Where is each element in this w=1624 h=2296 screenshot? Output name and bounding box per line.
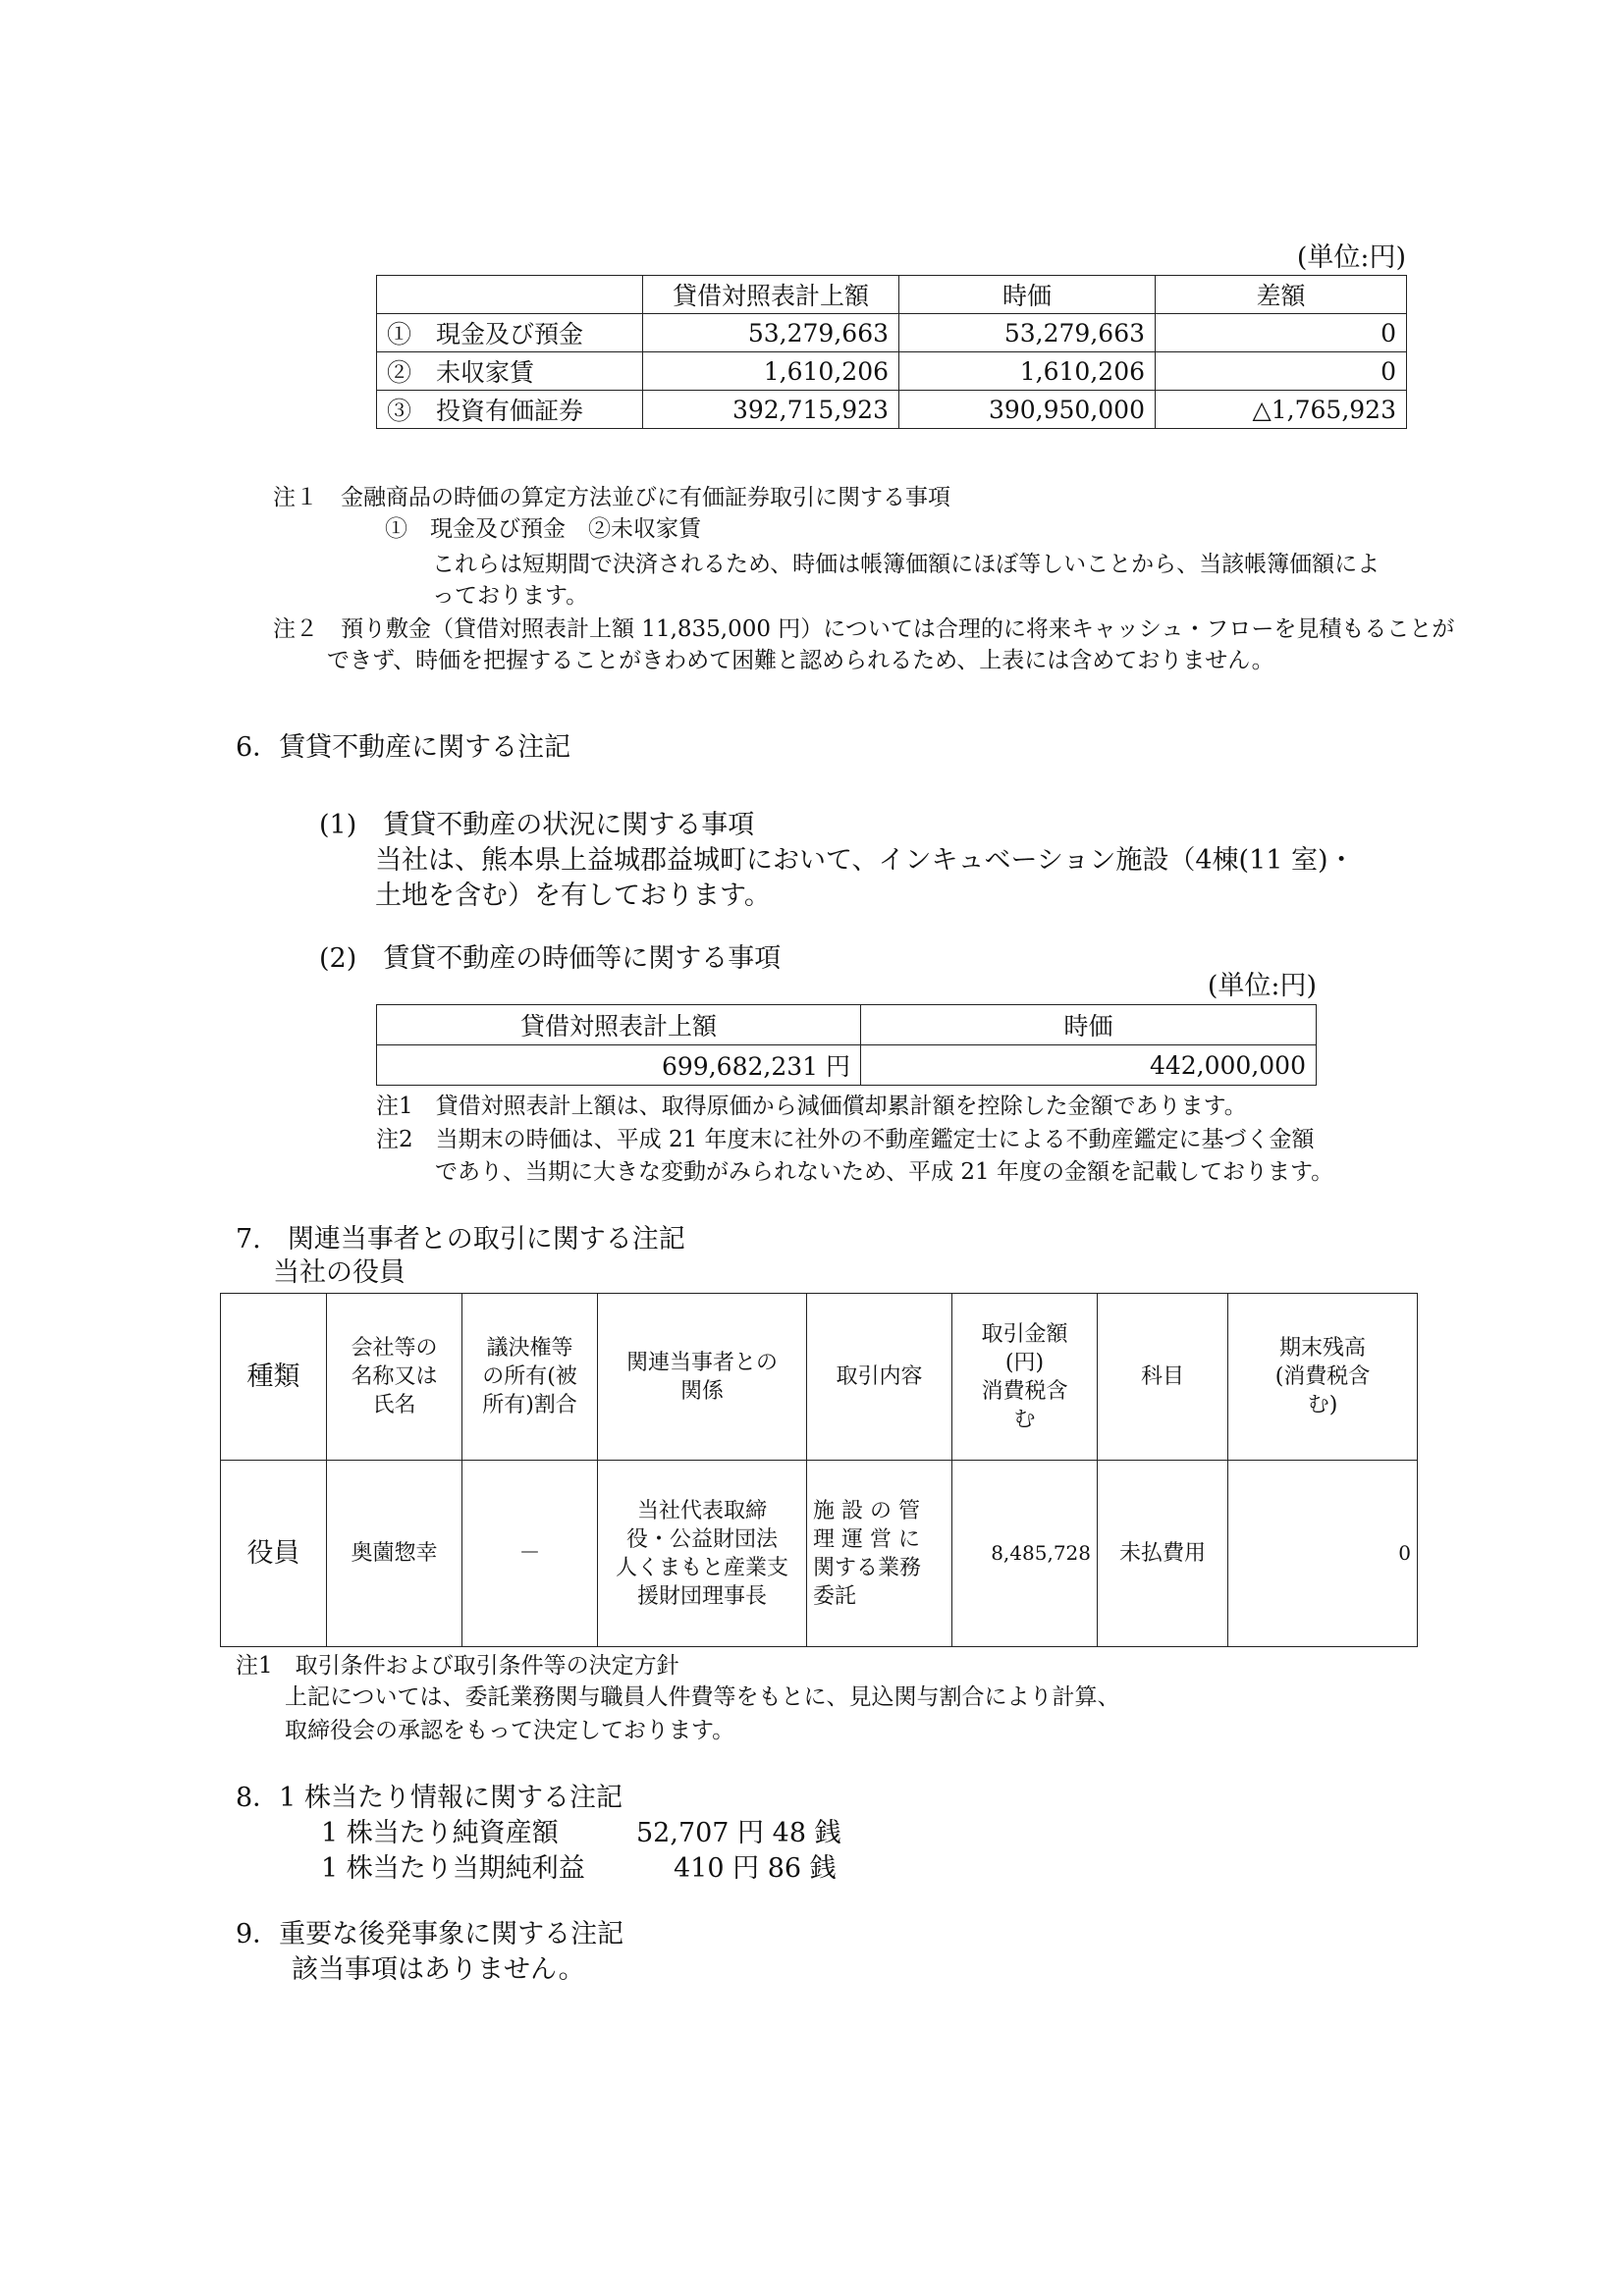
header-kind: 種類: [221, 1294, 327, 1461]
section-8-heading: 8．1 株当たり情報に関する注記: [236, 1783, 623, 1813]
fair-value: 390,950,000: [899, 391, 1156, 429]
per-share-net-assets-value: 52,707 円 48 銭: [636, 1818, 841, 1848]
financial-instruments-table: [376, 275, 1407, 429]
table-row: [377, 314, 1407, 352]
fair-value: 53,279,663: [899, 314, 1156, 352]
cell-account: 未払費用: [1098, 1461, 1228, 1647]
note-1-body: っております。: [432, 583, 589, 609]
header-cell: 貸借対照表計上額: [377, 1005, 861, 1045]
fair-value: 442,000,000: [861, 1045, 1317, 1086]
header-account: 科目: [1098, 1294, 1228, 1461]
note-1-body: これらは短期間で決済されるため、時価は帳簿価額にほぼ等しいことから、当該帳簿価額によ: [432, 552, 1380, 577]
section-6-2-title: (2) 賃貸不動産の時価等に関する事項: [319, 943, 782, 974]
section-6-note: 注1 貸借対照表計上額は、取得原価から減価償却累計額を控除した金額であります。: [376, 1094, 1247, 1119]
table-row: [377, 391, 1407, 429]
difference: △1,765,923: [1156, 391, 1407, 429]
row-label: ③ 投資有価証券: [377, 391, 643, 429]
section-7-note-body: 上記については、委託業務関与職員人件費等をもとに、見込関与割合により計算、: [285, 1684, 1120, 1710]
cell-relation: 当社代表取締 役・公益財団法 人くまもと産業支 援財団理事長: [598, 1461, 807, 1647]
header-balance: 期末残高 (消費税含 む): [1228, 1294, 1418, 1461]
header-name: 会社等の 名称又は 氏名: [327, 1294, 462, 1461]
section-6-note: であり、当期に大きな変動がみられないため、平成 21 年度の金額を記載しております。: [435, 1159, 1334, 1185]
section-6-1-body: 土地を含む）を有しております。: [375, 881, 771, 911]
book-value: 53,279,663: [643, 314, 899, 352]
per-share-net-income-label: 1 株当たり当期純利益: [321, 1853, 585, 1884]
cell-name: 奥薗惣幸: [327, 1461, 462, 1647]
header-vote: 議決権等 の所有(被 所有)割合: [462, 1294, 598, 1461]
row-label: ② 未収家賃: [377, 352, 643, 391]
header-cell: 時価: [899, 276, 1156, 314]
note-1-title: 注１ 金融商品の時価の算定方法並びに有価証券取引に関する事項: [273, 485, 950, 510]
cell-content: 施 設 の 管 理 運 営 に 関する業務 委託: [807, 1461, 952, 1647]
cell-balance: 0: [1228, 1461, 1418, 1647]
section-7-subheading: 当社の役員: [273, 1257, 406, 1288]
header-cell: 差額: [1156, 276, 1407, 314]
section-9-body: 該当事項はありません。: [292, 1954, 585, 1985]
difference: 0: [1156, 352, 1407, 391]
table-row: [377, 1045, 1317, 1086]
header-cell: [377, 276, 643, 314]
section-6-heading: 6．賃貸不動産に関する注記: [236, 732, 571, 763]
cell-kind: 役員: [221, 1461, 327, 1647]
table-header-row: [221, 1294, 1418, 1461]
book-value: 392,715,923: [643, 391, 899, 429]
table-header-row: [377, 276, 1407, 314]
section-6-note: 注2 当期末の時価は、平成 21 年度末に社外の不動産鑑定士による不動産鑑定に基づく金額: [376, 1127, 1315, 1152]
unit-label: (単位:円): [1296, 242, 1406, 273]
section-7-note-body: 取締役会の承認をもって決定しております。: [285, 1718, 735, 1743]
header-amount: 取引金額 (円) 消費税含 む: [952, 1294, 1098, 1461]
section-9-heading: 9．重要な後発事象に関する注記: [236, 1919, 624, 1949]
note-2-line: 注２ 預り敷金（貸借対照表計上額 11,835,000 円）については合理的に将来キャッシュ・フローを見積もることが: [273, 616, 1455, 642]
table-row: [221, 1461, 1418, 1647]
book-value: 1,610,206: [643, 352, 899, 391]
table-row: [377, 352, 1407, 391]
per-share-net-income-value: 410 円 86 銭: [674, 1853, 837, 1884]
cell-vote: －: [462, 1461, 598, 1647]
difference: 0: [1156, 314, 1407, 352]
related-party-table: [220, 1293, 1418, 1647]
table-header-row: [377, 1005, 1317, 1045]
note-1-sub: ① 現金及び預金 ②未収家賃: [385, 516, 701, 542]
fair-value: 1,610,206: [899, 352, 1156, 391]
cell-amount: 8,485,728: [952, 1461, 1098, 1647]
section-6-1-body: 当社は、熊本県上益城郡益城町において、インキュベーション施設（4棟(11 室)・: [375, 845, 1355, 876]
section-6-1-title: (1) 賃貸不動産の状況に関する事項: [319, 810, 755, 840]
note-2-line: できず、時価を把握することがきわめて困難と認められるため、上表には含めておりません。: [327, 648, 1274, 673]
header-relation: 関連当事者との 関係: [598, 1294, 807, 1461]
header-content: 取引内容: [807, 1294, 952, 1461]
book-value: 699,682,231 円: [377, 1045, 861, 1086]
per-share-net-assets-label: 1 株当たり純資産額: [321, 1818, 559, 1848]
rental-property-table: [376, 1004, 1317, 1086]
row-label: ① 現金及び預金: [377, 314, 643, 352]
header-cell: 貸借対照表計上額: [643, 276, 899, 314]
header-cell: 時価: [861, 1005, 1317, 1045]
section-7-note-title: 注1 取引条件および取引条件等の決定方針: [236, 1653, 679, 1679]
unit-label: (単位:円): [1207, 971, 1317, 1001]
section-7-heading: 7. 関連当事者との取引に関する注記: [236, 1224, 685, 1255]
